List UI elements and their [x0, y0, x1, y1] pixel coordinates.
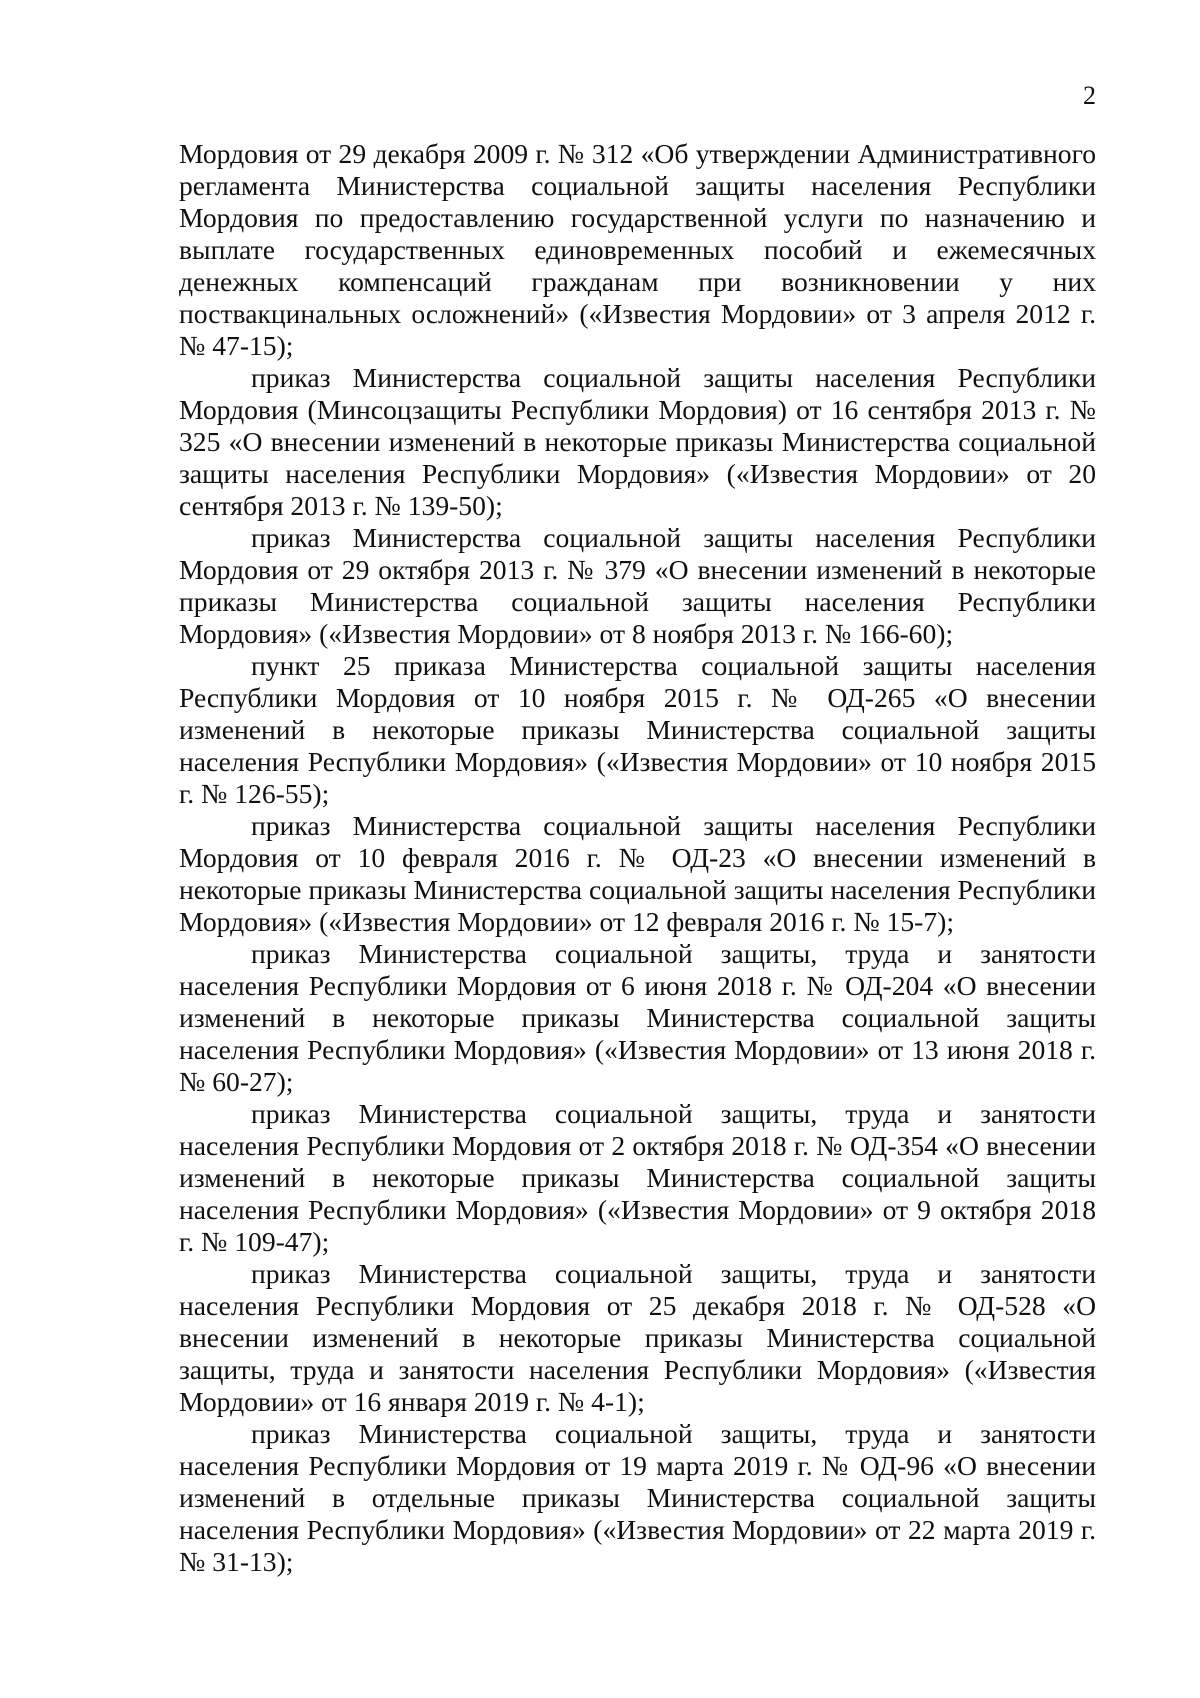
- list-item: приказ Министерства социальной защиты населения Республики Мордовия от 10 февраля 2016 г. № ОД-23 «О внесении изменений в некоторые приказы Министерства социальной защиты населения Республики Мордовия» («Известия Мордовии» от 12 февраля 2016 г. № 15-7);: [179, 810, 1096, 937]
- list-item: приказ Министерства социальной защиты населения Республики Мордовия от 29 октября 2013 г. № 379 «О внесении изменений в некоторые приказы Министерства социальной защиты населения Республики Мордовия» («Известия Мордовии» от 8 ноября 2013 г. № 166-60);: [179, 522, 1096, 649]
- page-number: 2: [1083, 81, 1096, 110]
- list-item: пункт 25 приказа Министерства социальной защиты населения Республики Мордовия от 10 ноября 2015 г. № ОД-265 «О внесении изменений в некоторые приказы Министерства социальной защиты населения Республики Мордовия» («Известия Мордовии» от 10 ноября 2015 г. № 126-55);: [179, 650, 1096, 809]
- list-item: приказ Министерства социальной защиты, труда и занятости населения Республики Мордовия от 19 марта 2019 г. № ОД-96 «О внесении изменений в отдельные приказы Министерства социальной защиты населения Республики Мордовия» («Известия Мордовии» от 22 марта 2019 г. № 31-13);: [179, 1418, 1096, 1577]
- list-item: Мордовия от 29 декабря 2009 г. № 312 «Об утверждении Административного регламента Министерства социальной защиты населения Республики Мордовия по предоставлению государственной услуги по назначению и выплате государственных единовременных пособий и ежемесячных денежных компенсаций гражданам при возникновении у них поствакцинальных осложнений» («Известия Мордовии» от 3 апреля 2012 г. № 47-15);: [179, 138, 1096, 361]
- list-item: приказ Министерства социальной защиты, труда и занятости населения Республики Мордовия от 2 октября 2018 г. № ОД-354 «О внесении изменений в некоторые приказы Министерства социальной защиты населения Республики Мордовия» («Известия Мордовии» от 9 октября 2018 г. № 109-47);: [179, 1098, 1096, 1257]
- list-item: приказ Министерства социальной защиты населения Республики Мордовия (Минсоцзащиты Республики Мордовия) от 16 сентября 2013 г. № 325 «О внесении изменений в некоторые приказы Министерства социальной защиты населения Республики Мордовия» («Известия Мордовии» от 20 сентября 2013 г. № 139-50);: [179, 362, 1096, 521]
- list-item: приказ Министерства социальной защиты, труда и занятости населения Республики Мордовия от 25 декабря 2018 г. № ОД-528 «О внесении изменений в некоторые приказы Министерства социальной защиты, труда и занятости населения Республики Мордовия» («Известия Мордовии» от 16 января 2019 г. № 4-1);: [179, 1258, 1096, 1417]
- document-body: [179, 138, 1096, 1578]
- list-item: приказ Министерства социальной защиты, труда и занятости населения Республики Мордовия от 6 июня 2018 г. № ОД-204 «О внесении изменений в некоторые приказы Министерства социальной защиты населения Республики Мордовия» («Известия Мордовии» от 13 июня 2018 г. № 60-27);: [179, 938, 1096, 1097]
